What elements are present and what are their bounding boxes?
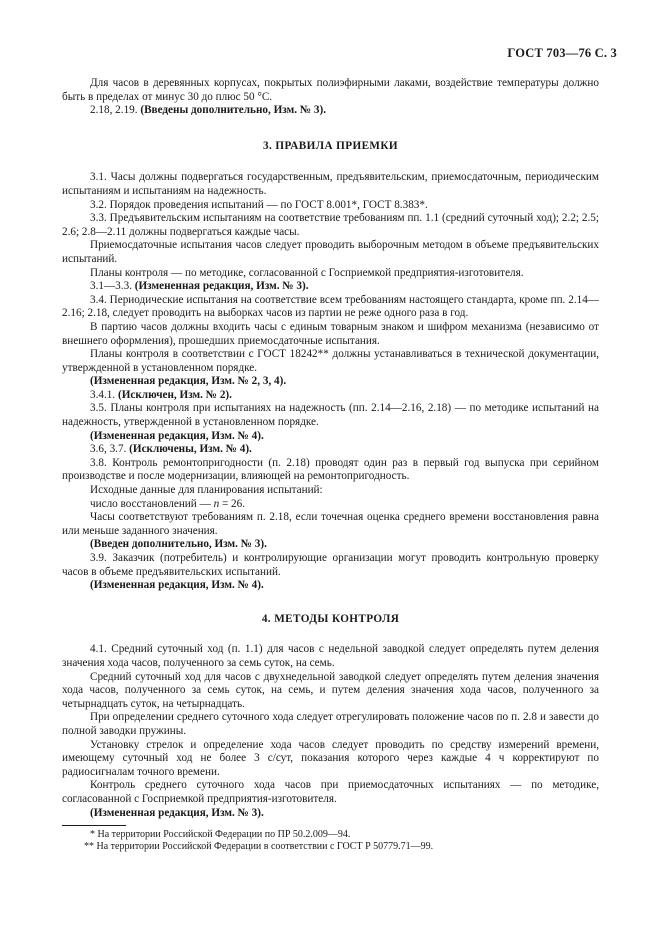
paragraph: Средний суточный ход для часов с двухнедельной заводкой следует определять путем деления значения хода часов, полученного за семь суток, на семь, и путем деления значения хода часов, полученного за четырнадцать суток, на четырнадцать. (62, 670, 599, 710)
paragraph: 3.5. Планы контроля при испытаниях на надежность (пп. 2.14—2.16, 2.18) — по методике испытаний на надежность, утвержденной в установленном порядке. (62, 402, 599, 429)
paragraph: При определении среднего суточного хода следует отрегулировать положение часов по п. 2.8 и завести до полной заводки пружины. (62, 711, 599, 737)
formula-text: число восстановлений — (90, 497, 214, 510)
amendment-note (62, 443, 599, 457)
amendment-note: (Измененная редакция, Изм. № 3). (90, 806, 264, 819)
paragraph: В партию часов должны входить часы с единым товарным знаком и шифром механизма (независимо от внешнего оформления), прошедших приемосдаточные испытания. (62, 320, 599, 347)
paragraph: Планы контроля в соответствии с ГОСТ 18242** должны устанавливаться в технической документации, утвержденной в установленном порядке. (62, 348, 599, 374)
amendment-text: (Исключены, Изм. № 4). (129, 443, 252, 456)
paragraph: Исходные данные для планирования испытаний: (90, 484, 323, 497)
amendment-note: (Введен дополнительно, Изм. № 3). (90, 538, 267, 551)
amendment-text: (Введены дополнительно, Изм. № 3). (140, 104, 327, 117)
amendment-note (62, 280, 599, 294)
paragraph: Приемосдаточные испытания часов следует проводить выборочным методом в объеме предъявительских испытаний. (62, 239, 599, 265)
paragraph: 3.8. Контроль ремонтопригодности (п. 2.18) проводят один раз в первый год выпуска при серийном производстве и после модернизации, влияющей на ремонтопригодность. (62, 456, 599, 483)
paragraph: 3.3. Предъявительским испытаниям на соответствие требованиям пп. 1.1 (средний суточный ход); 2.2; 2.5; 2.6; 2.8—2.11 должны подвергаться каждые часы. (62, 212, 599, 238)
paragraph: Планы контроля — по методике, согласованной с Госприемкой предприятия-изготовителя. (90, 266, 524, 279)
paragraph: Контроль среднего суточного хода часов при приемосдаточных испытаниях — по методике, согласованной с Госприемкой предприятия-изготовителя. (62, 779, 599, 805)
footnote: ** На территории Российской Федерации в соответствии с ГОСТ Р 50779.71—99. (84, 841, 434, 853)
footnote: * На территории Российской Федерации по ПР 50.2.009—94. (90, 829, 351, 841)
formula-variable: n (213, 497, 220, 510)
paragraph: 3.1. Часы должны подвергаться государственным, предъявительским, приемосдаточным, периодическим испытаниям и испытаниям на надежность. (62, 171, 599, 197)
amendment-note: (Измененная редакция, Изм. № 4). (90, 579, 264, 592)
amendment-note (62, 389, 599, 403)
paragraph: 3.2. Порядок проведения испытаний — по ГОСТ 8.001*, ГОСТ 8.383*. (90, 198, 428, 211)
paragraph: 3.4. Периодические испытания на соответствие всем требованиям настоящего стандарта, кроме пп. 2.14—2.16; 2.18, следует проводить на выборках часов из партии не реже одного раза в год. (62, 293, 599, 320)
section-3-title: 3. ПРАВИЛА ПРИЕМКИ (262, 139, 399, 152)
paragraph: 3.9. Заказчик (потребитель) и контролирующие организации могут проводить контрольную проверку часов в объеме предъявительских испытаний. (62, 552, 599, 578)
paragraph: Часы соответствуют требованиям п. 2.18, если точечная оценка среднего времени восстановления равна или меньше заданного значения. (62, 511, 599, 537)
paragraph: Установку стрелок и определение хода часов следует проводить по средству измерений времени, имеющему суточный ход не более 3 с/сут, показания которого через каждые 4 ч корректируют по радиосигналам точного времени. (62, 738, 599, 778)
clause-number: 3.4.1. (90, 388, 116, 401)
paragraph: 4.1. Средний суточный ход (п. 1.1) для часов с недельной заводкой следует определять путем деления значения хода часов, полученного за семь суток, на семь. (62, 643, 599, 669)
clause-number: 3.6, 3.7. (90, 443, 127, 456)
amendment-note (62, 104, 599, 118)
clause-number: 2.18, 2.19. (90, 104, 138, 117)
amendment-note: (Измененная редакция, Изм. № 2, 3, 4). (90, 375, 287, 388)
amendment-text: (Измененная редакция, Изм. № 3). (134, 280, 309, 293)
formula-line (62, 498, 599, 512)
page-header: ГОСТ 703—76 С. 3 (507, 46, 617, 60)
clause-number: 3.1—3.3. (90, 280, 132, 293)
page-content (62, 77, 599, 854)
footnote-divider (62, 825, 126, 826)
formula-value: = 26. (219, 497, 246, 510)
amendment-text: (Исключен, Изм. № 2). (117, 388, 232, 401)
amendment-note: (Измененная редакция, Изм. № 4). (90, 429, 264, 442)
paragraph: Для часов в деревянных корпусах, покрытых полиэфирными лаками, воздействие температуры должно быть в пределах от минус 30 до плюс 50 °С. (62, 77, 599, 103)
section-4-title: 4. МЕТОДЫ КОНТРОЛЯ (261, 612, 400, 625)
